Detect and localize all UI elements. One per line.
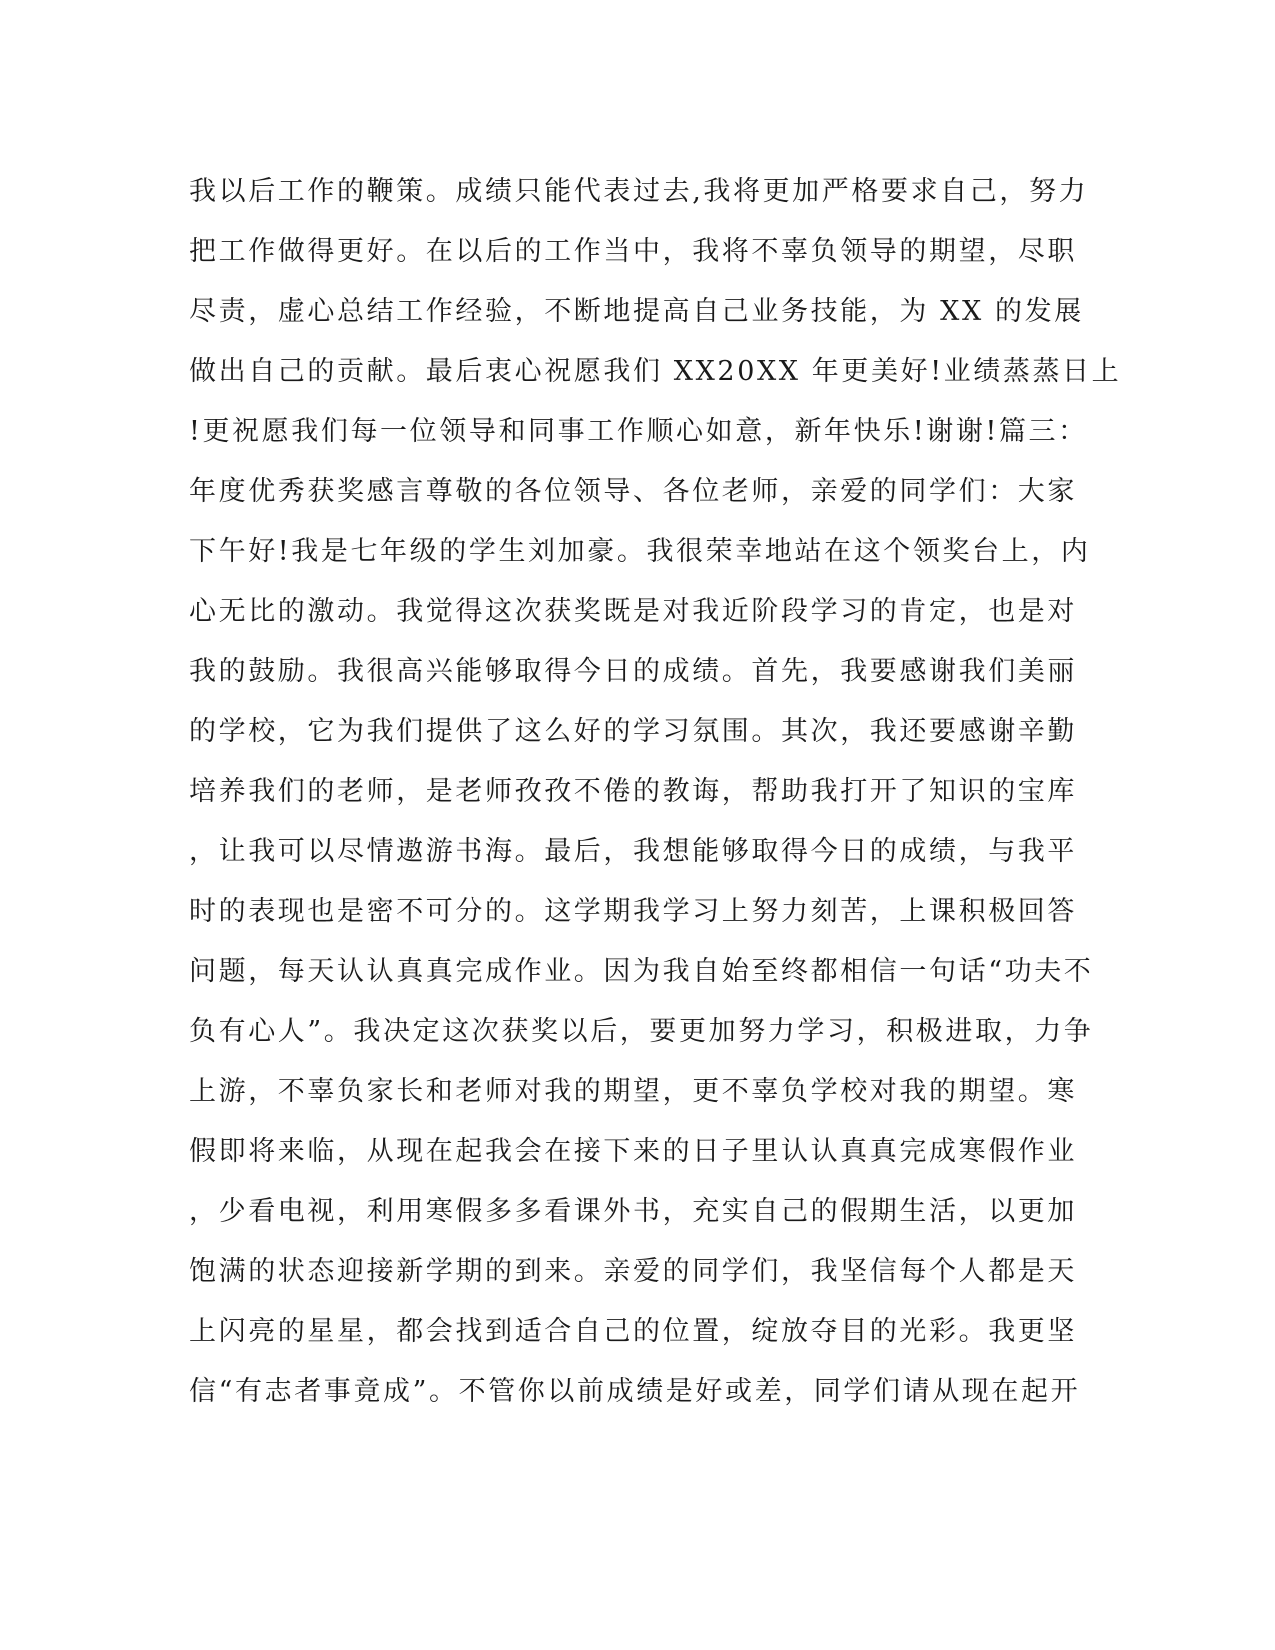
text-line-7: 下午好!我是七年级的学生刘加豪。我很荣幸地站在这个领奖台上，内	[189, 536, 1091, 567]
text-line-1: 我以后工作的鞭策。成绩只能代表过去,我将更加严格要求自己，努力	[189, 176, 1089, 207]
text-line-4: 做出自己的贡献。最后衷心祝愿我们 XX20XX 年更美好!业绩蒸蒸日上	[189, 356, 1122, 387]
text-line-9: 我的鼓励。我很高兴能够取得今日的成绩。首先，我要感谢我们美丽	[189, 656, 1077, 687]
text-line-8: 心无比的激动。我觉得这次获奖既是对我近阶段学习的肯定，也是对	[189, 596, 1077, 627]
text-line-12: ，让我可以尽情遨游书海。最后，我想能够取得今日的成绩，与我平	[189, 836, 1077, 867]
text-line-19: 饱满的状态迎接新学期的到来。亲爱的同学们，我坚信每个人都是天	[189, 1256, 1077, 1287]
text-line-5: !更祝愿我们每一位领导和同事工作顺心如意，新年快乐!谢谢!篇三：	[189, 416, 1088, 447]
text-line-6: 年度优秀获奖感言尊敬的各位领导、各位老师，亲爱的同学们：大家	[189, 476, 1077, 507]
text-line-15: 负有心人”。我决定这次获奖以后，要更加努力学习，积极进取，力争	[189, 1016, 1094, 1047]
text-line-17: 假即将来临，从现在起我会在接下来的日子里认认真真完成寒假作业	[189, 1136, 1077, 1167]
text-line-11: 培养我们的老师，是老师孜孜不倦的教诲，帮助我打开了知识的宝库	[189, 776, 1077, 807]
text-line-16: 上游，不辜负家长和老师对我的期望，更不辜负学校对我的期望。寒	[189, 1076, 1077, 1107]
text-line-13: 时的表现也是密不可分的。这学期我学习上努力刻苦，上课积极回答	[189, 896, 1077, 927]
text-line-2: 把工作做得更好。在以后的工作当中，我将不辜负领导的期望，尽职	[189, 236, 1077, 267]
text-line-10: 的学校，它为我们提供了这么好的学习氛围。其次，我还要感谢辛勤	[189, 716, 1077, 747]
text-line-18: ，少看电视，利用寒假多多看课外书，充实自己的假期生活，以更加	[189, 1196, 1077, 1227]
text-line-21: 信“有志者事竟成”。不管你以前成绩是好或差，同学们请从现在起开	[189, 1376, 1081, 1407]
text-line-20: 上闪亮的星星，都会找到适合自己的位置，绽放夺目的光彩。我更坚	[189, 1316, 1077, 1347]
text-line-14: 问题，每天认认真真完成作业。因为我自始至终都相信一句话“功夫不	[189, 956, 1094, 987]
body-text	[189, 162, 1122, 1422]
text-line-3: 尽责，虚心总结工作经验，不断地提高自己业务技能，为 XX 的发展	[189, 296, 1084, 327]
